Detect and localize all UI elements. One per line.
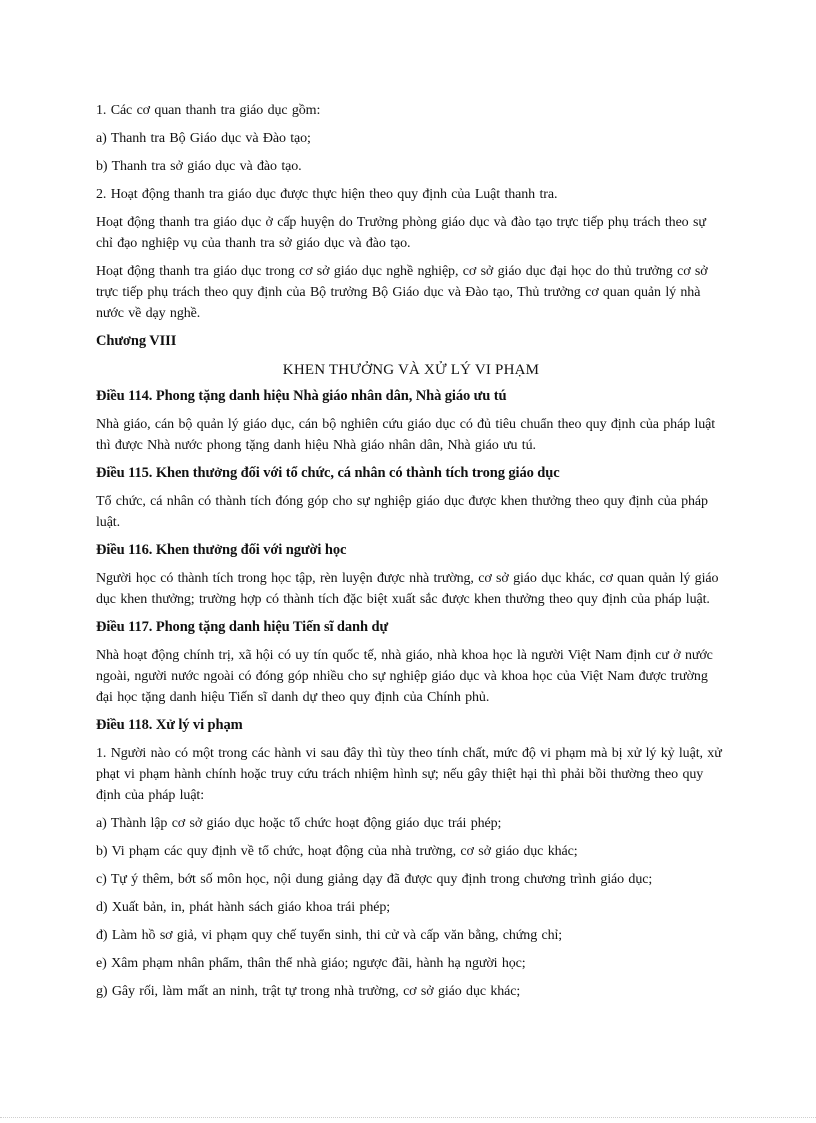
list-item-department-inspection: b) Thanh tra sở giáo dục và đào tạo.	[96, 159, 302, 174]
paragraph-inspection-activity: 2. Hoạt động thanh tra giáo dục được thực hiện theo quy định của Luật thanh tra.	[96, 187, 558, 202]
list-item-ministry-inspection: a) Thanh tra Bộ Giáo dục và Đào tạo;	[96, 131, 311, 146]
article-114-text: Nhà giáo, cán bộ quản lý giáo dục, cán bộ nghiên cứu giáo dục có đủ tiêu chuẩn theo quy định của pháp luật thì được Nhà nước phong tặng danh hiệu Nhà giáo nhân dân, Nhà giáo ưu tú.	[96, 417, 716, 453]
violation-item-g: g) Gây rối, làm mất an ninh, trật tự trong nhà trường, cơ sở giáo dục khác;	[96, 984, 521, 999]
article-115-heading: Điều 115. Khen thưởng đối với tổ chức, cá nhân có thành tích trong giáo dục	[96, 465, 560, 481]
document-body	[96, 100, 726, 1009]
violation-item-c: c) Tự ý thêm, bớt số môn học, nội dung giảng dạy đã được quy định trong chương trình giáo dục;	[96, 872, 653, 887]
article-116-text: Người học có thành tích trong học tập, rèn luyện được nhà trường, cơ sở giáo dục khác, cơ quan quản lý giáo dục khen thưởng; trường hợp có thành tích đặc biệt xuất sắc được khen thưởng theo quy định của pháp luật.	[96, 571, 719, 607]
article-117-heading: Điều 117. Phong tặng danh hiệu Tiến sĩ danh dự	[96, 619, 389, 635]
article-116-heading: Điều 116. Khen thưởng đối với người học	[96, 542, 347, 558]
violation-item-d: d) Xuất bản, in, phát hành sách giáo khoa trái phép;	[96, 900, 391, 915]
article-118-heading: Điều 118. Xử lý vi phạm	[96, 717, 243, 733]
violation-item-dd: đ) Làm hồ sơ giả, vi phạm quy chế tuyển sinh, thi cử và cấp văn bằng, chứng chỉ;	[96, 928, 563, 943]
article-115-text: Tổ chức, cá nhân có thành tích đóng góp cho sự nghiệp giáo dục được khen thưởng theo quy định của pháp luật.	[96, 494, 708, 530]
paragraph-institution-inspection: Hoạt động thanh tra giáo dục trong cơ sở giáo dục nghề nghiệp, cơ sở giáo dục đại học do thủ trưởng cơ sở trực tiếp phụ trách theo quy định của Bộ trưởng Bộ Giáo dục và Đào tạo, Thủ trưởng cơ quan quản lý nhà nước về dạy nghề.	[96, 264, 708, 321]
article-117-text: Nhà hoạt động chính trị, xã hội có uy tín quốc tế, nhà giáo, nhà khoa học là người Việt Nam định cư ở nước ngoài, người nước ngoài có đóng góp nhiều cho sự nghiệp giáo dục và khoa học của Việt Nam được trường đại học tặng danh hiệu Tiến sĩ danh dự theo quy định của Chính phủ.	[96, 648, 713, 705]
violation-item-b: b) Vi phạm các quy định về tổ chức, hoạt động của nhà trường, cơ sở giáo dục khác;	[96, 844, 578, 859]
paragraph-district-inspection: Hoạt động thanh tra giáo dục ở cấp huyện do Trưởng phòng giáo dục và đào tạo trực tiếp phụ trách theo sự chỉ đạo nghiệp vụ của thanh tra sở giáo dục và đào tạo.	[96, 215, 706, 251]
chapter-title: KHEN THƯỞNG VÀ XỬ LÝ VI PHẠM	[282, 362, 540, 378]
article-118-text: 1. Người nào có một trong các hành vi sau đây thì tùy theo tính chất, mức độ vi phạm mà bị xử lý kỷ luật, xử phạt vi phạm hành chính hoặc truy cứu trách nhiệm hình sự; nếu gây thiệt hại thì phải bồi thường theo quy định của pháp luật:	[96, 746, 722, 803]
violation-item-a: a) Thành lập cơ sở giáo dục hoặc tổ chức hoạt động giáo dục trái phép;	[96, 816, 502, 831]
chapter-label: Chương VIII	[96, 333, 177, 349]
violation-item-e: e) Xâm phạm nhân phẩm, thân thể nhà giáo; ngược đãi, hành hạ người học;	[96, 956, 526, 971]
article-114-heading: Điều 114. Phong tặng danh hiệu Nhà giáo nhân dân, Nhà giáo ưu tú	[96, 388, 507, 404]
page-bottom-divider	[0, 1117, 816, 1118]
paragraph-inspection-bodies: 1. Các cơ quan thanh tra giáo dục gồm:	[96, 103, 321, 118]
